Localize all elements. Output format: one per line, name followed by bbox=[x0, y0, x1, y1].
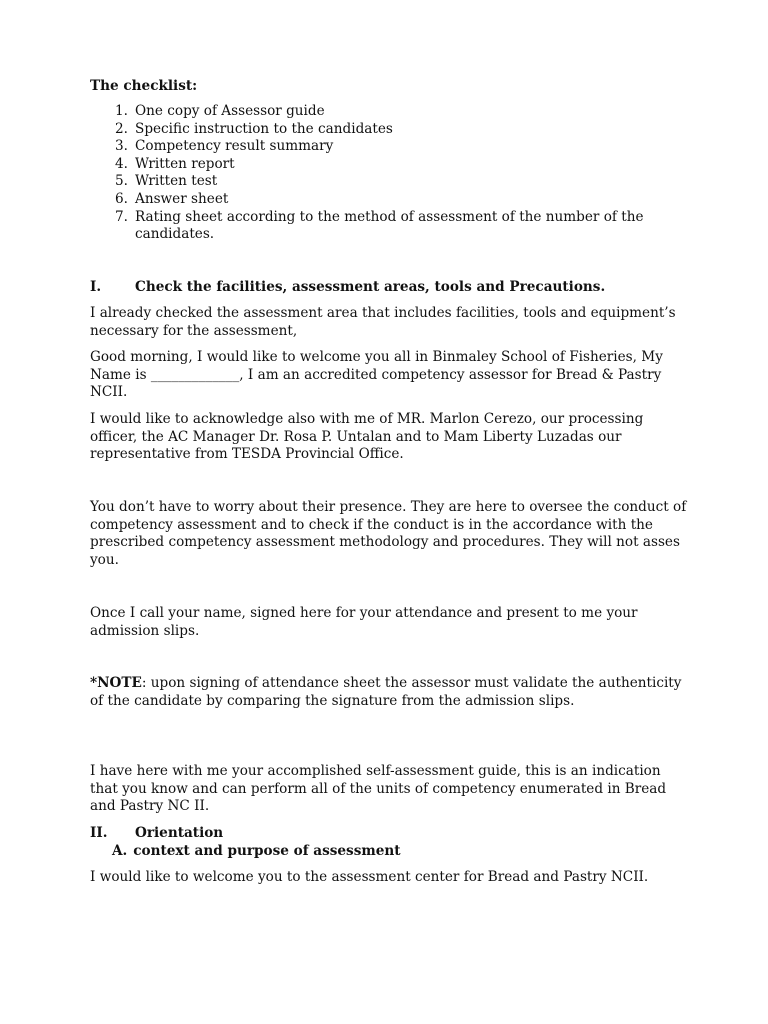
list-item bbox=[90, 138, 690, 156]
section-number: I. bbox=[90, 279, 102, 295]
note-paragraph bbox=[90, 675, 690, 710]
paragraph: Good morning, I would like to welcome you all in Binmaley School of Fisheries, My Name is _____________, I am an accredited competency assessor for Bread & Pastry NCII. bbox=[90, 349, 663, 401]
list-item bbox=[90, 121, 690, 139]
paragraph: I would like to acknowledge also with me of MR. Marlon Cerezo, our processing officer, the AC Manager Dr. Rosa P. Untalan and to Mam Liberty Luzadas our representative from TESDA Provincial Office. bbox=[90, 411, 644, 463]
paragraph: I would like to welcome you to the assessment center for Bread and Pastry NCII. bbox=[90, 869, 649, 885]
section-number: II. bbox=[90, 825, 108, 841]
list-text: Answer sheet bbox=[135, 190, 229, 207]
list-item bbox=[90, 173, 690, 191]
section-title: Orientation bbox=[135, 825, 224, 841]
note-text: : upon signing of attendance sheet the assessor must validate the authenticity of the candidate by comparing the signature from the admission slips. bbox=[90, 675, 682, 709]
checklist bbox=[90, 103, 690, 244]
subsection-letter: A. bbox=[112, 843, 128, 859]
list-number: 3. bbox=[115, 138, 128, 155]
list-text: Competency result summary bbox=[135, 138, 334, 155]
list-number: 4. bbox=[115, 155, 128, 172]
list-item bbox=[90, 209, 690, 244]
list-number: 2. bbox=[115, 120, 128, 137]
list-text: Written test bbox=[135, 173, 218, 190]
paragraph: I already checked the assessment area that includes facilities, tools and equipment’s necessary for the assessment, bbox=[90, 305, 676, 339]
list-text: Rating sheet according to the method of assessment of the number of the candidates. bbox=[135, 208, 644, 243]
checklist-title: The checklist: bbox=[90, 78, 198, 94]
list-number: 5. bbox=[115, 173, 128, 190]
paragraph: I have here with me your accomplished self-assessment guide, this is an indication that you know and can perform all of the units of competency enumerated in Bread and Pastry NC II. bbox=[90, 763, 667, 815]
list-text: Written report bbox=[135, 155, 235, 172]
note-label: *NOTE bbox=[90, 675, 142, 691]
list-number: 1. bbox=[115, 103, 128, 119]
list-text: One copy of Assessor guide bbox=[135, 103, 325, 119]
list-text: Specific instruction to the candidates bbox=[135, 120, 393, 137]
list-item bbox=[90, 156, 690, 174]
paragraph: Once I call your name, signed here for your attendance and present to me your admission slips. bbox=[90, 605, 638, 639]
list-number: 6. bbox=[115, 190, 128, 207]
paragraph: You don’t have to worry about their presence. They are here to oversee the conduct of competency assessment and to check if the conduct is in the accordance with the prescribed competency assessment methodology and procedures. They will not asses you. bbox=[90, 499, 687, 568]
list-item bbox=[90, 103, 690, 121]
subsection-title: context and purpose of assessment bbox=[133, 843, 401, 859]
list-item bbox=[90, 191, 690, 209]
list-number: 7. bbox=[115, 208, 128, 225]
section-title: Check the facilities, assessment areas, tools and Precautions. bbox=[135, 279, 606, 295]
subsection-heading bbox=[112, 843, 401, 861]
